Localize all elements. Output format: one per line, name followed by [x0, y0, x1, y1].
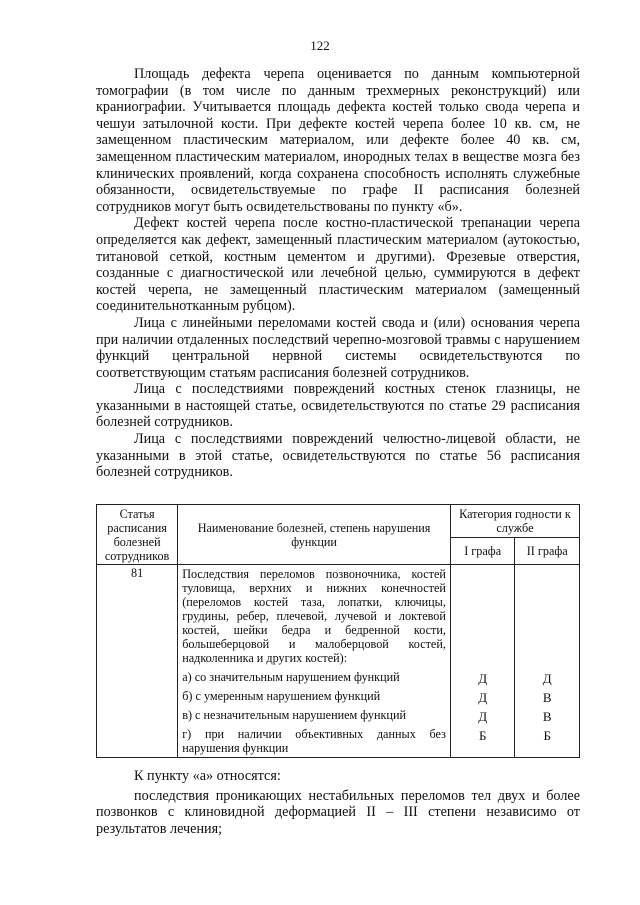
category-col1-cell: [450, 565, 515, 758]
category-spacer: [454, 565, 512, 669]
header-col2: II графа: [515, 538, 580, 565]
category-value: Д: [478, 689, 488, 705]
category-value: В: [542, 689, 552, 705]
disease-name-cell: [178, 565, 451, 758]
header-article: Статья расписания болезней сотрудников: [97, 505, 178, 565]
tail-text: [96, 768, 580, 837]
disease-table-wrapper: [96, 504, 580, 758]
paragraph: Лица с линейными переломами костей свода и (или) основания черепа при наличии отдаленных последствий черепно-мозговой травмы с нарушением функций центральной нервной системы освидетельствуются по соответствующим статьям расписания болезней сотрудников.: [96, 314, 580, 381]
category-value: Д: [542, 670, 552, 686]
category-value: Б: [543, 727, 551, 743]
paragraph: Площадь дефекта черепа оценивается по данным компьютерной томографии (в том числе по данным трехмерных реконструкций) или краниографии. Учитывается площадь дефекта костей только свода черепа и чешуи затылочной кости. При дефекте костей черепа более 10 кв. см, не замещенном пластическим материалом, или дефекте более 40 кв. см, замещенном пластическим материалом, инородных телах в веществе мозга без клинических проявлений, когда сохранена способность исполнять служебные обязанности, освидетельствуемые по графе II расписания болезней сотрудников могут быть освидетельствованы по пункту «б».: [96, 66, 580, 215]
disease-description: Последствия переломов позвоночника, костей туловища, верхних и нижних конечностей (переломов костей таза, лопатки, ключицы, грудины, ребер, плечевой, лучевой и локтевой костей, шейки бедра и бедренной кости, большеберцовой и малоберцовой костей, надколенника и других костей):: [182, 567, 446, 665]
paragraph: К пункту «а» относятся:: [134, 768, 281, 784]
header-col1: I графа: [450, 538, 515, 565]
category-spacer: [518, 565, 576, 669]
category-value: В: [542, 708, 552, 724]
article-number: 81: [97, 565, 178, 758]
disease-table: [96, 504, 580, 758]
item-g: г) при наличии объективных данных без нарушения функции: [182, 727, 446, 755]
table-row: [97, 565, 580, 758]
paragraph: Лица с последствиями повреждений челюстно-лицевой области, не указанными в этой статье, освидетельствуются по статье 56 расписания болезней сотрудников.: [96, 431, 580, 481]
paragraph: Лица с последствиями повреждений костных стенок глазницы, не указанными в настоящей статье, освидетельствуются по статье 29 расписания болезней сотрудников.: [96, 381, 580, 431]
item-v: в) с незначительным нарушением функций: [182, 708, 407, 722]
page-number: 122: [310, 38, 330, 53]
table-header-row: [97, 505, 580, 538]
category-value: Д: [478, 670, 488, 686]
category-col2-cell: [515, 565, 580, 758]
header-name: Наименование болезней, степень нарушения функции: [178, 505, 451, 565]
intro-text: [96, 66, 580, 481]
category-value: Б: [478, 727, 487, 743]
header-category: Категория годности к службе: [450, 505, 579, 538]
paragraph: Дефект костей черепа после костно-пластической трепанации черепа определяется как дефект, замещенный пластическим материалом (аутокостью, титановой сеткой, костным цементом и другими). Фрезевые отверстия, созданные с диагностической или лечебной целью, суммируются в дефект костей черепа, не замещенный пластическим материалом (замещенный соединительнотканным рубцом).: [96, 215, 580, 315]
category-value: Д: [478, 708, 488, 724]
paragraph: последствия проникающих нестабильных переломов тел двух и более позвонков с клиновидной деформацией II – III степени независимо от результатов лечения;: [96, 787, 580, 837]
item-b: б) с умеренным нарушением функций: [182, 689, 381, 703]
item-a: а) со значительным нарушением функций: [182, 670, 400, 684]
